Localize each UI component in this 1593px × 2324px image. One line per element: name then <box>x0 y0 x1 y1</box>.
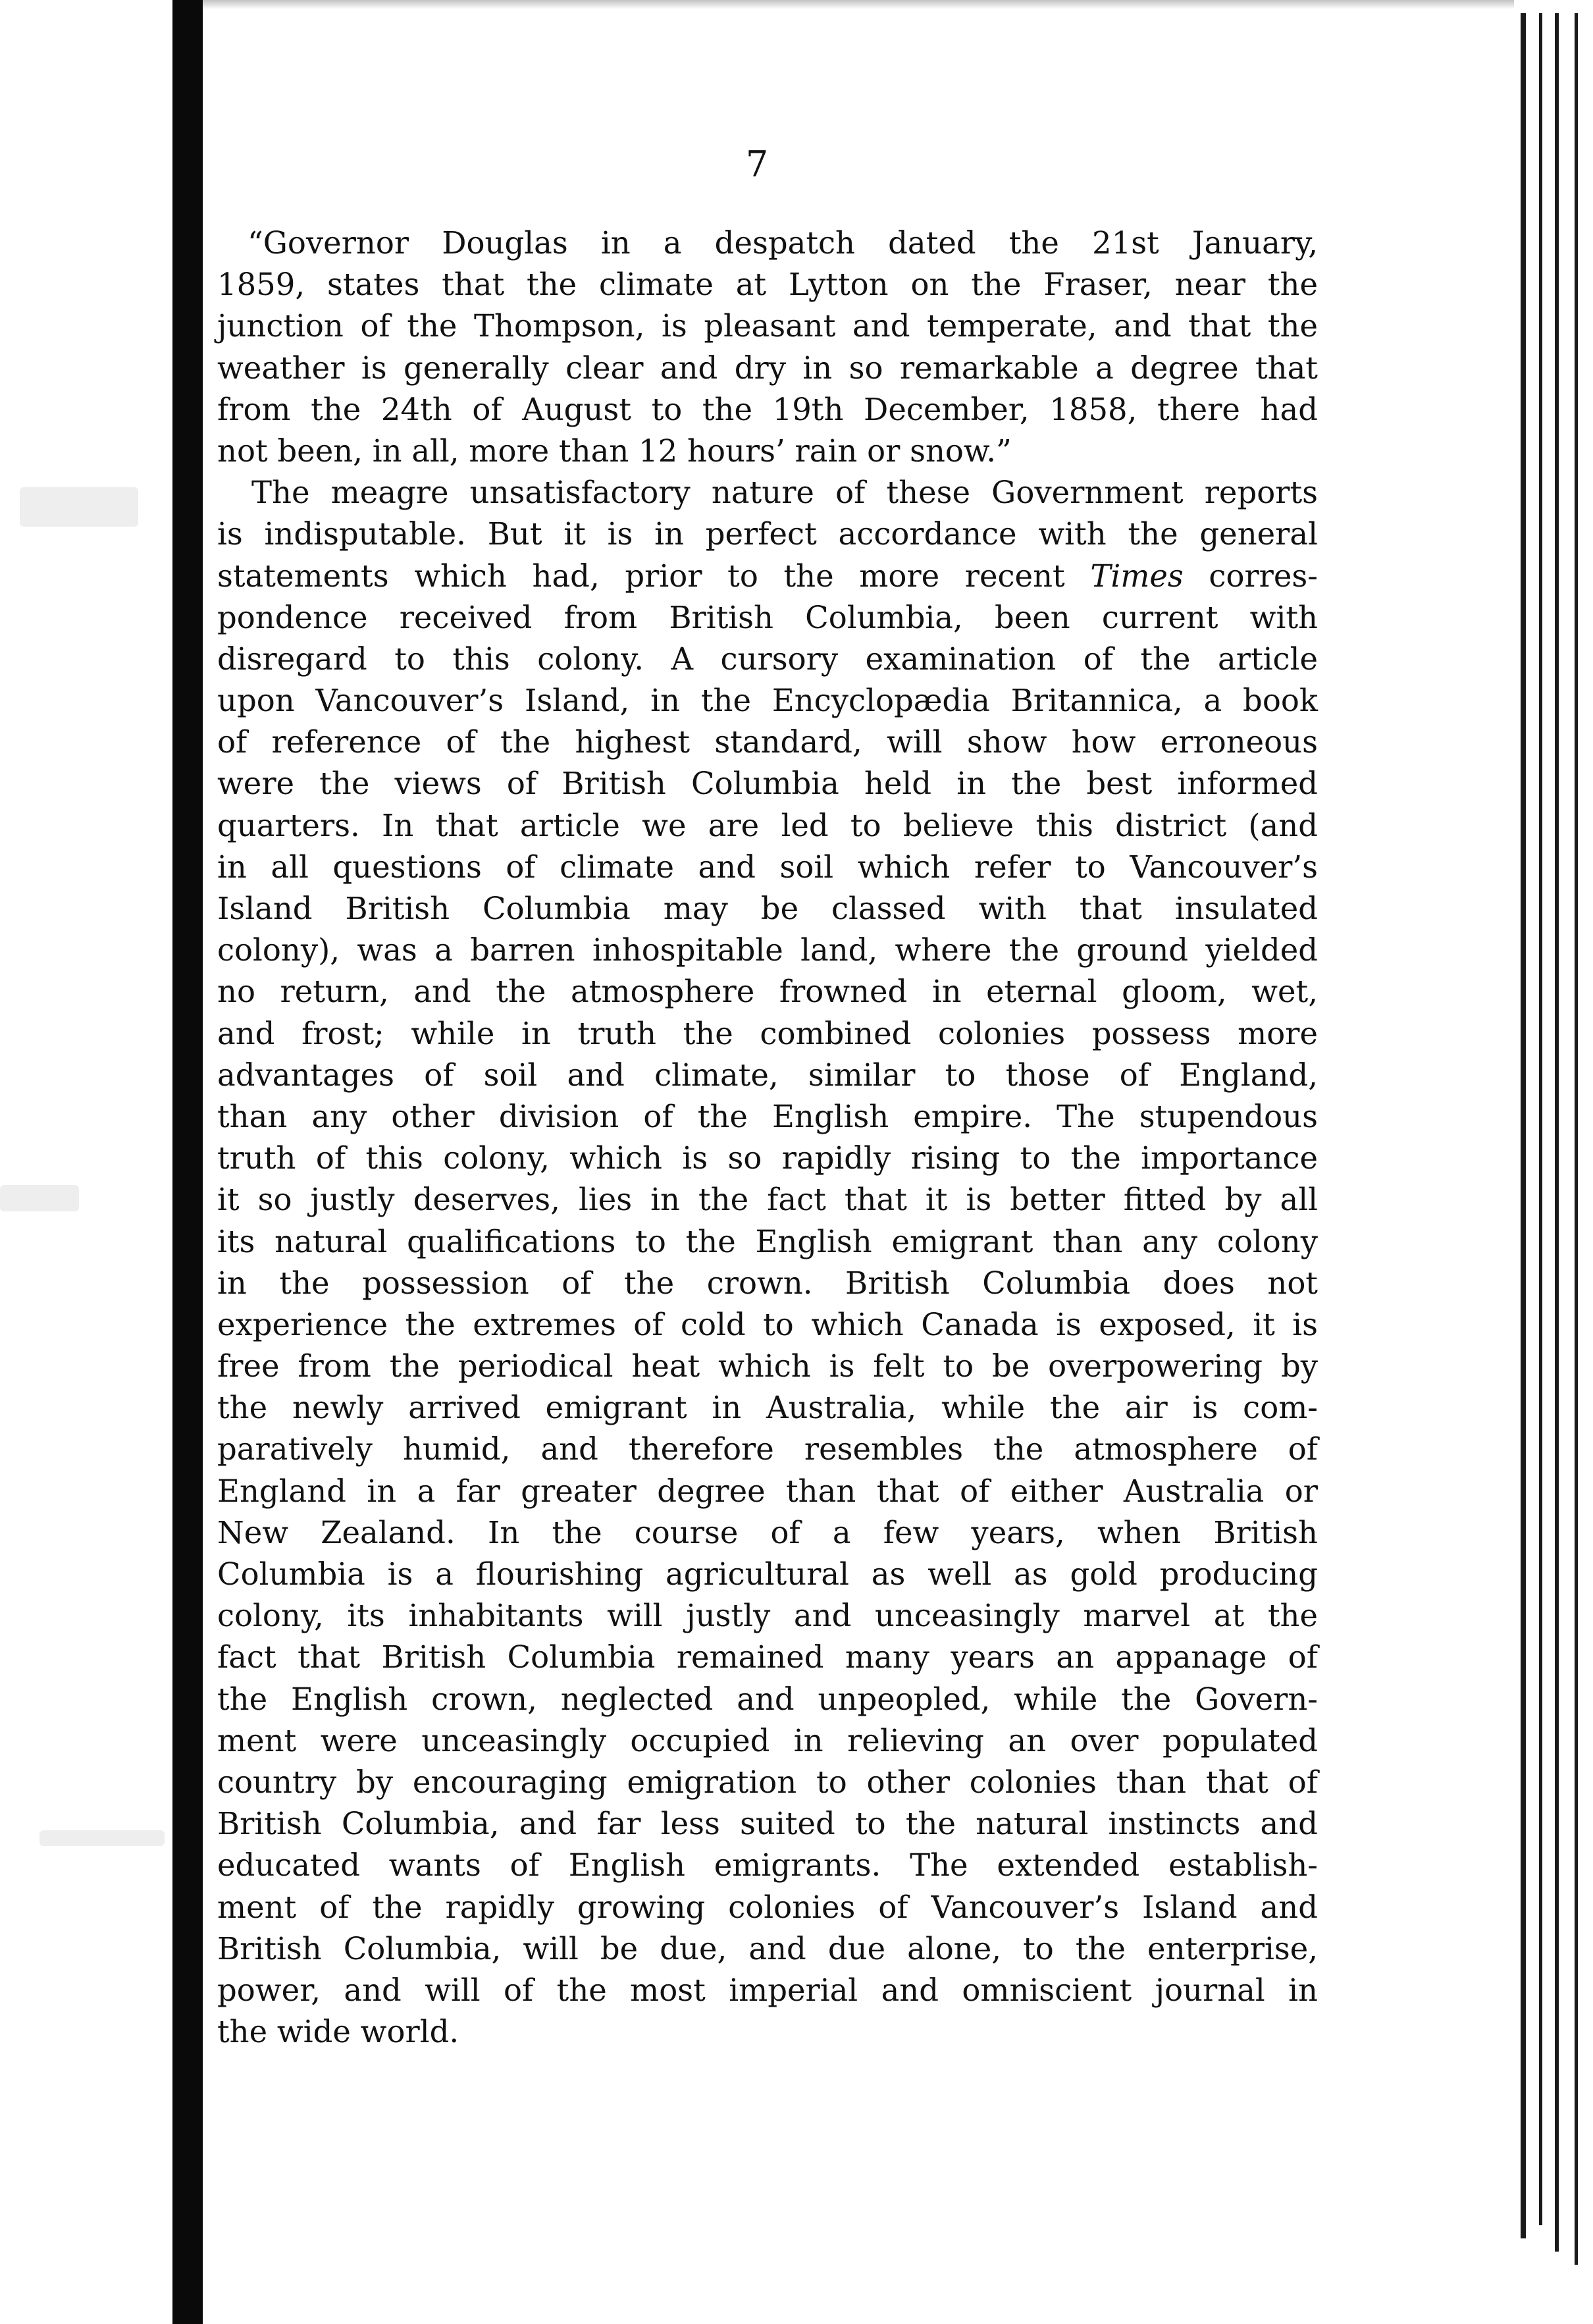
text-line: ment of the rapidly growing colonies of Vancouver’s Island and <box>217 1889 1318 1925</box>
text-line: “Governor Douglas in a despatch dated the 21st January, <box>248 225 1318 261</box>
facing-page-smudge <box>0 1185 79 1211</box>
text-line: quarters. In that article we are led to believe this district (and <box>217 807 1318 843</box>
text-line: the wide world. <box>217 2014 459 2050</box>
text-line: colony, its inhabitants will justly and unceasingly marvel at the <box>217 1598 1318 1634</box>
text-line: upon Vancouver’s Island, in the Encyclopædia Britannica, a book <box>217 683 1318 719</box>
text-line: disregard to this colony. A cursory examination of the article <box>217 641 1318 677</box>
facing-page-smudge <box>20 487 138 527</box>
page-number: 7 <box>745 144 769 185</box>
fore-edge-line <box>1555 13 1559 2252</box>
fore-edge-line <box>1539 13 1542 2225</box>
text-line: power, and will of the most imperial and omniscient journal in <box>217 1972 1318 2008</box>
text-segment: statements which had, prior to the more recent <box>217 558 1065 594</box>
text-line: educated wants of English emigrants. The extended establish- <box>217 1847 1318 1884</box>
text-line: it so justly deserves, lies in the fact that it is better fitted by all <box>217 1182 1318 1218</box>
text-line: in the possession of the crown. British Columbia does not <box>217 1265 1318 1301</box>
text-line: British Columbia, will be due, and due alone, to the enterprise, <box>217 1930 1318 1967</box>
text-line: country by encouraging emigration to other colonies than that of <box>217 1764 1318 1800</box>
text-line: New Zealand. In the course of a few years, when British <box>217 1514 1318 1550</box>
text-line: The meagre unsatisfactory nature of these Government reports <box>251 475 1318 511</box>
text-line: free from the periodical heat which is felt to be overpowering by <box>217 1348 1318 1385</box>
text-line: and frost; while in truth the combined colonies possess more <box>217 1015 1318 1051</box>
text-line: Columbia is a flourishing agricultural as well as gold producing <box>217 1556 1318 1592</box>
text-line: the newly arrived emigrant in Australia, while the air is com- <box>217 1390 1318 1426</box>
facing-page-edge <box>0 0 172 2324</box>
text-line: in all questions of climate and soil which refer to Vancouver’s <box>217 849 1318 885</box>
text-line: pondence received from British Columbia, been current with <box>217 599 1318 635</box>
newspaper-title: Times <box>1090 558 1184 594</box>
book-gutter <box>172 0 203 2324</box>
text-line: than any other division of the English empire. The stupendous <box>217 1098 1318 1134</box>
fore-edge-line <box>1521 13 1526 2238</box>
text-line: of reference of the highest standard, will show how erroneous <box>217 724 1318 760</box>
fore-edge-line <box>1575 13 1578 2265</box>
text-line: weather is generally clear and dry in so remarkable a degree that <box>217 350 1318 386</box>
text-line: British Columbia, and far less suited to the natural instincts and <box>217 1806 1318 1842</box>
text-line: truth of this colony, which is so rapidly rising to the importance <box>217 1140 1318 1176</box>
text-line: its natural qualifications to the English emigrant than any colony <box>217 1223 1318 1259</box>
text-line-with-italic <box>217 556 1318 597</box>
text-line: ment were unceasingly occupied in relieving an over populated <box>217 1722 1318 1758</box>
text-line: colony), was a barren inhospitable land, where the ground yielded <box>217 932 1318 968</box>
text-line: the English crown, neglected and unpeopled, while the Govern- <box>217 1681 1318 1717</box>
page-top-edge <box>203 0 1519 9</box>
text-line: fact that British Columbia remained many years an appanage of <box>217 1639 1318 1676</box>
text-line: not been, in all, more than 12 hours’ rain or snow.” <box>217 433 1012 469</box>
text-segment: corres- <box>1209 558 1318 594</box>
text-line: from the 24th of August to the 19th December, 1858, there had <box>217 391 1318 427</box>
text-line: paratively humid, and therefore resembles the atmosphere of <box>217 1431 1318 1467</box>
text-line: 1859, states that the climate at Lytton on the Fraser, near the <box>217 267 1318 303</box>
text-line: no return, and the atmosphere frowned in eternal gloom, wet, <box>217 974 1318 1010</box>
text-line: junction of the Thompson, is pleasant and temperate, and that the <box>217 308 1318 344</box>
text-line: were the views of British Columbia held in the best informed <box>217 766 1318 802</box>
text-line: England in a far greater degree than that of either Australia or <box>217 1473 1318 1509</box>
text-line: experience the extremes of cold to which Canada is exposed, it is <box>217 1306 1318 1342</box>
text-line: advantages of soil and climate, similar to those of England, <box>217 1057 1318 1093</box>
facing-page-smudge <box>39 1830 165 1846</box>
book-fore-edge <box>1514 0 1593 2324</box>
text-line: Island British Columbia may be classed with that insulated <box>217 891 1318 926</box>
body-text <box>217 223 1318 2053</box>
text-line: is indisputable. But it is in perfect accordance with the general <box>217 516 1318 552</box>
